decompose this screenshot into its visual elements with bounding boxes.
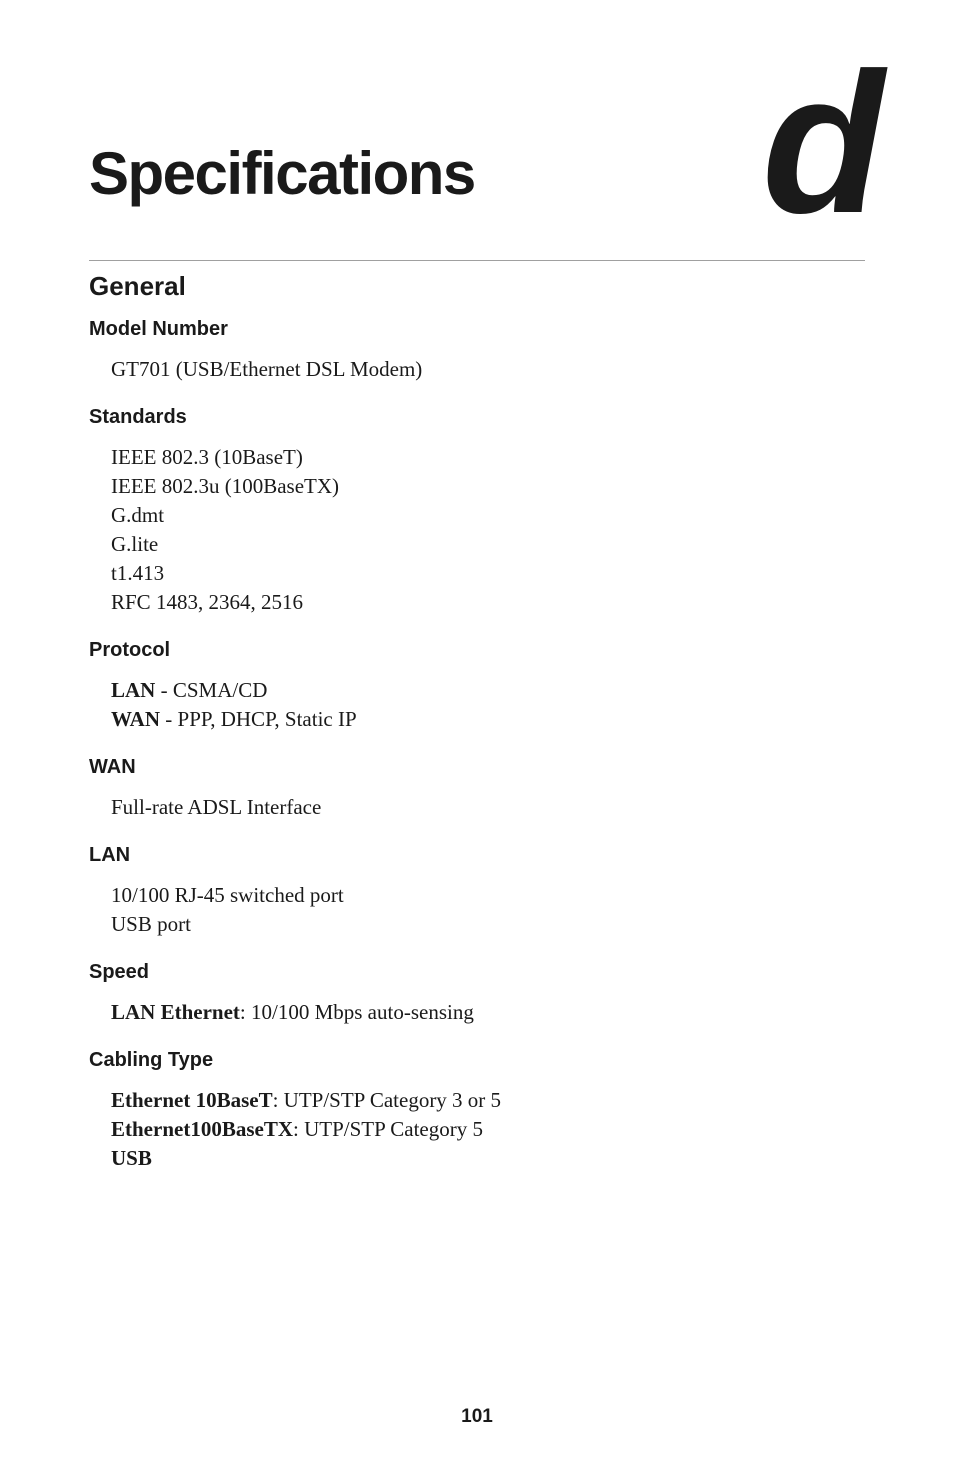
spec-line-bold: LAN — [111, 678, 156, 702]
spec-values — [111, 998, 865, 1027]
spec-line — [111, 881, 865, 910]
spec-line — [111, 793, 865, 822]
spec-line — [111, 588, 865, 617]
page-title: Specifications — [89, 140, 475, 208]
spec-line — [111, 910, 865, 939]
spec-line-text: 10/100 RJ-45 switched port — [111, 883, 344, 907]
spec-line-sep: : — [239, 1000, 251, 1024]
spec-line — [111, 530, 865, 559]
spec-line-text: PPP, DHCP, Static IP — [177, 707, 357, 731]
spec-line-text: t1.413 — [111, 561, 165, 585]
spec-label: Protocol — [89, 639, 171, 661]
spec-item — [89, 957, 865, 1027]
spec-line-sep: : — [272, 1088, 284, 1112]
spec-values — [111, 443, 865, 617]
spec-label: Cabling Type — [89, 1049, 214, 1071]
spec-line — [111, 1144, 865, 1173]
spec-values — [111, 881, 865, 939]
spec-line-text: UTP/STP Category 3 or 5 — [283, 1088, 502, 1112]
spec-line-bold: WAN — [111, 707, 161, 731]
spec-label: Speed — [89, 961, 150, 983]
spec-line — [111, 559, 865, 588]
spec-values — [111, 676, 865, 734]
spec-line-bold: Ethernet100BaseTX — [111, 1117, 293, 1141]
spec-line-text: RFC 1483, 2364, 2516 — [111, 590, 303, 614]
spec-line-sep: : — [293, 1117, 305, 1141]
section-heading: General — [89, 271, 186, 301]
spec-label: WAN — [89, 756, 136, 778]
spec-line-bold: USB — [111, 1146, 152, 1170]
spec-line — [111, 1115, 865, 1144]
spec-line-text: GT701 (USB/Ethernet DSL Modem) — [111, 357, 423, 381]
spec-label: Model Number — [89, 318, 228, 340]
spec-list — [89, 314, 865, 1191]
spec-item — [89, 402, 865, 617]
spec-line — [111, 443, 865, 472]
appendix-letter: d — [762, 32, 881, 255]
spec-line-sep: - — [160, 707, 178, 731]
spec-line — [111, 676, 865, 705]
page-number: 101 — [461, 1406, 493, 1427]
spec-line — [111, 472, 865, 501]
spec-item — [89, 752, 865, 822]
spec-line — [111, 998, 865, 1027]
spec-line-text: UTP/STP Category 5 — [304, 1117, 483, 1141]
spec-label: LAN — [89, 844, 131, 866]
spec-line-text: G.lite — [111, 532, 159, 556]
spec-line-sep: - — [155, 678, 173, 702]
spec-line-text: USB port — [111, 912, 191, 936]
spec-item — [89, 635, 865, 734]
spec-line — [111, 501, 865, 530]
spec-line — [111, 355, 865, 384]
spec-line — [111, 705, 865, 734]
spec-line-bold: Ethernet 10BaseT — [111, 1088, 273, 1112]
spec-item — [89, 840, 865, 939]
spec-values — [111, 1086, 865, 1173]
spec-values — [111, 793, 865, 822]
spec-label: Standards — [89, 406, 187, 428]
spec-line-text: G.dmt — [111, 503, 165, 527]
spec-values — [111, 355, 865, 384]
spec-line-text: IEEE 802.3u (100BaseTX) — [111, 474, 340, 498]
spec-line — [111, 1086, 865, 1115]
spec-line-text: Full-rate ADSL Interface — [111, 795, 322, 819]
title-divider — [89, 260, 865, 261]
spec-line-bold: LAN Ethernet — [111, 1000, 240, 1024]
spec-item — [89, 1045, 865, 1173]
spec-line-text: IEEE 802.3 (10BaseT) — [111, 445, 303, 469]
spec-line-text: CSMA/CD — [172, 678, 268, 702]
spec-line-text: 10/100 Mbps auto-sensing — [251, 1000, 474, 1024]
spec-item — [89, 314, 865, 384]
